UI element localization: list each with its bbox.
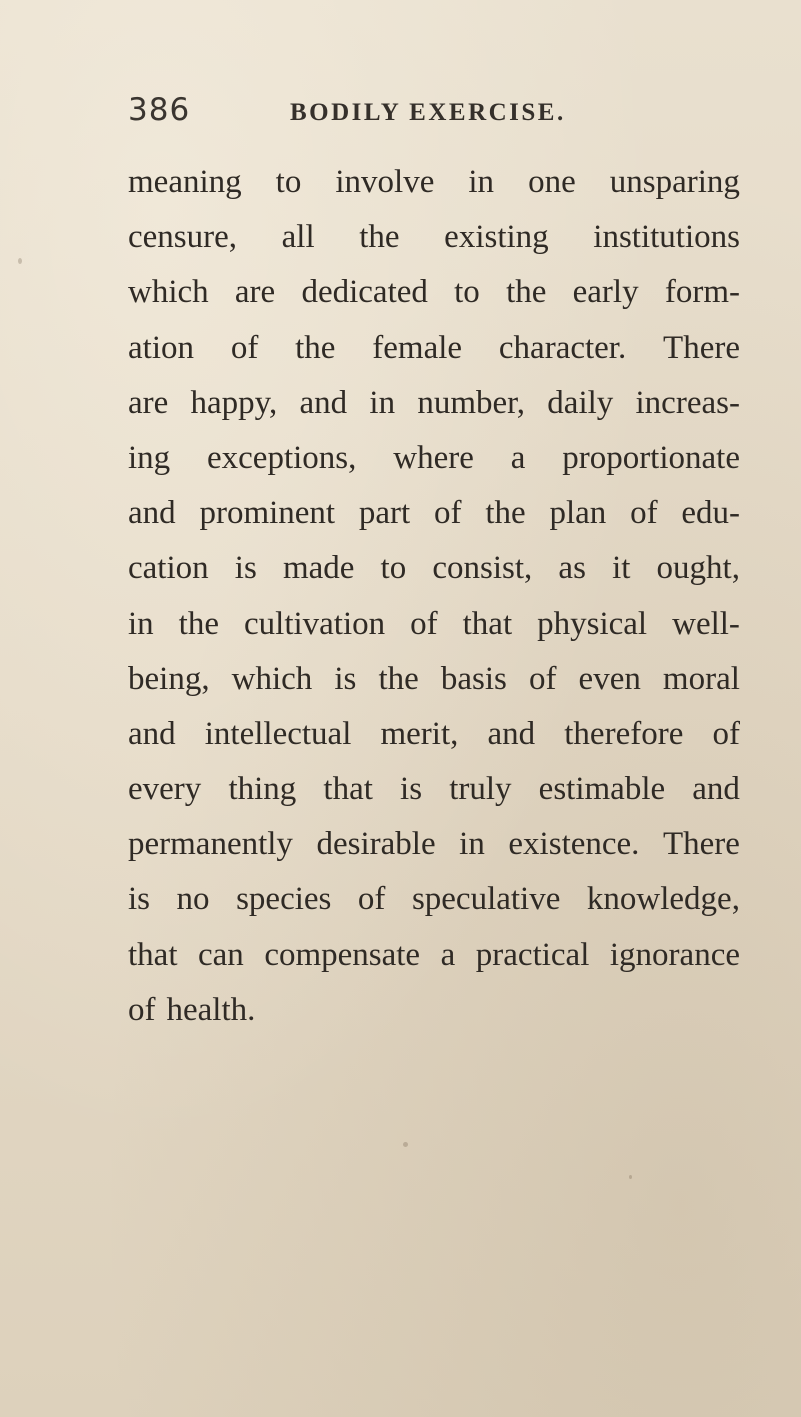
text-line: [128, 155, 740, 210]
word: prominent: [199, 495, 336, 532]
word: is: [334, 660, 357, 697]
word: of: [410, 605, 438, 642]
text-line: [128, 928, 740, 983]
word: daily: [547, 384, 614, 421]
word: every: [128, 771, 202, 808]
word: cultivation: [244, 605, 386, 642]
word: cation: [128, 550, 209, 587]
word: happy,: [190, 384, 278, 421]
word: truly: [449, 771, 512, 808]
word: well-: [672, 605, 740, 642]
word: therefore: [564, 715, 684, 752]
word: moral: [662, 660, 740, 697]
word: to: [380, 550, 407, 587]
word: that: [323, 771, 373, 808]
word: species: [236, 881, 332, 918]
word: the: [485, 495, 526, 532]
word: can: [198, 936, 244, 973]
word: where: [393, 439, 474, 476]
word: that: [462, 605, 513, 642]
word: which: [231, 660, 313, 697]
word: which: [128, 274, 209, 311]
paper-blemish: [629, 1175, 632, 1179]
text-line: [128, 486, 740, 541]
word: the: [295, 329, 336, 366]
word: to: [454, 274, 480, 311]
text-line: [128, 762, 740, 817]
word: exceptions,: [207, 439, 357, 476]
word: meaning: [128, 164, 242, 200]
text-line: [128, 541, 740, 596]
word: practical: [475, 936, 590, 973]
word: as: [558, 550, 586, 587]
word: the: [378, 660, 419, 697]
text-line: [128, 983, 740, 1038]
word: institutions: [593, 219, 740, 256]
text-line: [128, 210, 740, 265]
word: existence.: [508, 826, 640, 863]
word: intellectual: [204, 715, 352, 752]
word: existing: [444, 219, 549, 256]
word: the: [178, 605, 219, 642]
word: character.: [498, 329, 627, 366]
word: a: [440, 936, 456, 973]
word: of: [712, 715, 740, 752]
text-line: [128, 376, 740, 431]
page-header: [128, 92, 728, 132]
word: estimable: [538, 771, 666, 808]
word: in: [468, 164, 495, 200]
word: compensate: [264, 936, 421, 973]
word: even: [578, 660, 641, 697]
word: ing: [128, 439, 171, 476]
word: involve: [335, 164, 435, 200]
word: edu-: [681, 495, 740, 532]
word: There: [663, 329, 740, 366]
paper-blemish: [18, 258, 22, 264]
word: a: [510, 439, 526, 476]
word: made: [282, 550, 355, 587]
word: and: [128, 715, 176, 752]
word: the: [506, 274, 547, 311]
word: health.: [166, 991, 256, 1028]
word: plan: [549, 495, 607, 532]
word: ignorance: [609, 936, 740, 973]
text-line: [128, 872, 740, 927]
body-paragraph: [128, 155, 740, 1038]
word: one: [528, 164, 576, 200]
word: and: [299, 384, 348, 421]
word: of: [230, 329, 259, 366]
word: speculative: [411, 881, 561, 918]
page-number: 386: [128, 92, 191, 128]
word: early: [572, 274, 639, 311]
paper-blemish: [403, 1142, 408, 1147]
word: female: [372, 329, 463, 366]
word: proportionate: [562, 439, 740, 476]
word: in: [459, 826, 485, 863]
word: in: [369, 384, 396, 421]
word: basis: [440, 660, 507, 697]
word: thing: [228, 771, 297, 808]
word: to: [275, 164, 302, 200]
word: are: [234, 274, 276, 311]
word: and: [128, 495, 176, 532]
word: increas-: [635, 384, 740, 421]
word: desirable: [316, 826, 436, 863]
word: no: [176, 881, 210, 918]
running-head: BODILY EXERCISE.: [290, 99, 566, 126]
word: being,: [128, 660, 210, 697]
word: form-: [664, 274, 740, 311]
word: of: [528, 660, 557, 697]
word: the: [359, 219, 400, 256]
word: of: [630, 495, 658, 532]
word: censure,: [128, 219, 238, 256]
word: of: [128, 991, 156, 1028]
word: merit,: [380, 715, 459, 752]
text-line: [128, 265, 740, 320]
word: unsparing: [609, 164, 740, 200]
word: part: [358, 495, 411, 532]
word: number,: [417, 384, 526, 421]
word: all: [281, 219, 315, 256]
word: ation: [128, 329, 194, 366]
word: and: [487, 715, 536, 752]
word: consist,: [432, 550, 533, 587]
word: dedicated: [301, 274, 428, 311]
text-line: [128, 707, 740, 762]
text-line: [128, 597, 740, 652]
text-line: [128, 817, 740, 872]
word: that: [128, 936, 178, 973]
word: is: [400, 771, 423, 808]
word: of: [357, 881, 386, 918]
text-line: [128, 652, 740, 707]
word: physical: [537, 605, 648, 642]
word: knowledge,: [586, 881, 740, 918]
word: permanently: [128, 826, 293, 863]
word: is: [128, 881, 151, 918]
text-line: [128, 321, 740, 376]
word: in: [128, 605, 154, 642]
word: ought,: [656, 550, 740, 587]
word: are: [128, 384, 169, 421]
word: it: [612, 550, 631, 587]
text-line: [128, 431, 740, 486]
word: of: [434, 495, 462, 532]
word: and: [692, 771, 740, 808]
word: There: [663, 826, 740, 863]
word: is: [234, 550, 257, 587]
